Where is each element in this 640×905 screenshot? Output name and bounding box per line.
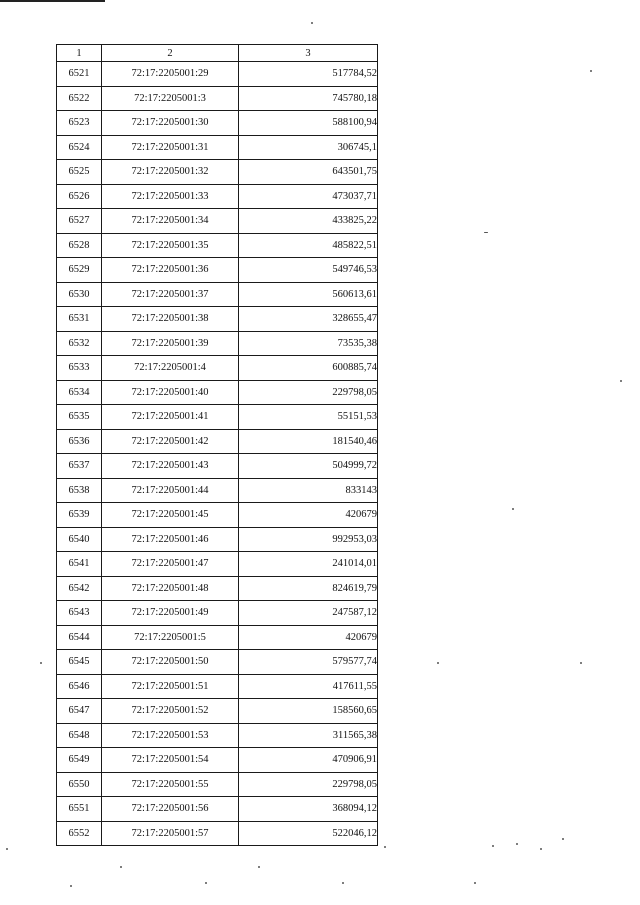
row-number-cell: 6543 — [57, 601, 102, 626]
cadastral-value-cell: 643501,75 — [239, 160, 378, 185]
column-header-number: 1 — [57, 45, 102, 62]
table-row — [57, 356, 378, 381]
row-number-cell: 6522 — [57, 86, 102, 111]
row-number-cell: 6551 — [57, 797, 102, 822]
cadastral-value-cell: 229798,05 — [239, 772, 378, 797]
table-row — [57, 331, 378, 356]
row-number-cell: 6545 — [57, 650, 102, 675]
cadastral-value-cell: 311565,38 — [239, 723, 378, 748]
cadastral-number-cell: 72:17:2205001:40 — [102, 380, 239, 405]
cadastral-number-cell: 72:17:2205001:37 — [102, 282, 239, 307]
cadastral-number-cell: 72:17:2205001:54 — [102, 748, 239, 773]
row-number-cell: 6549 — [57, 748, 102, 773]
table-row — [57, 650, 378, 675]
cadastral-value-cell: 328655,47 — [239, 307, 378, 332]
cadastral-value-cell: 560613,61 — [239, 282, 378, 307]
cadastral-value-cell: 600885,74 — [239, 356, 378, 381]
table-row — [57, 405, 378, 430]
scan-speck — [70, 885, 72, 887]
row-number-cell: 6532 — [57, 331, 102, 356]
cadastral-value-cell: 588100,94 — [239, 111, 378, 136]
cadastral-value-cell: 433825,22 — [239, 209, 378, 234]
cadastral-number-cell: 72:17:2205001:36 — [102, 258, 239, 283]
table-row — [57, 135, 378, 160]
table-row — [57, 674, 378, 699]
row-number-cell: 6547 — [57, 699, 102, 724]
table-row — [57, 797, 378, 822]
cadastral-number-cell: 72:17:2205001:4 — [102, 356, 239, 381]
scan-speck — [474, 882, 476, 884]
row-number-cell: 6546 — [57, 674, 102, 699]
table-row — [57, 601, 378, 626]
scan-speck — [512, 508, 514, 510]
table-row — [57, 454, 378, 479]
scan-speck — [120, 866, 122, 868]
cadastral-number-cell: 72:17:2205001:31 — [102, 135, 239, 160]
table-row — [57, 699, 378, 724]
scan-speck — [6, 848, 8, 850]
table-row — [57, 429, 378, 454]
cadastral-number-cell: 72:17:2205001:48 — [102, 576, 239, 601]
cadastral-value-cell: 368094,12 — [239, 797, 378, 822]
cadastral-number-cell: 72:17:2205001:34 — [102, 209, 239, 234]
cadastral-value-cell: 470906,91 — [239, 748, 378, 773]
table-row — [57, 772, 378, 797]
cadastral-value-cell: 241014,01 — [239, 552, 378, 577]
scan-speck — [258, 866, 260, 868]
cadastral-number-cell: 72:17:2205001:39 — [102, 331, 239, 356]
row-number-cell: 6535 — [57, 405, 102, 430]
scan-speck — [437, 662, 439, 664]
table-row — [57, 625, 378, 650]
scan-speck — [562, 838, 564, 840]
row-number-cell: 6533 — [57, 356, 102, 381]
table-row — [57, 209, 378, 234]
table-row — [57, 282, 378, 307]
cadastral-value-table — [56, 44, 378, 846]
header-row — [57, 45, 378, 62]
scan-speck — [311, 22, 313, 24]
cadastral-value-cell: 517784,52 — [239, 62, 378, 87]
cadastral-value-cell: 485822,51 — [239, 233, 378, 258]
table-row — [57, 380, 378, 405]
cadastral-value-cell: 73535,38 — [239, 331, 378, 356]
table-row — [57, 160, 378, 185]
cadastral-number-cell: 72:17:2205001:47 — [102, 552, 239, 577]
row-number-cell: 6544 — [57, 625, 102, 650]
row-number-cell: 6523 — [57, 111, 102, 136]
cadastral-value-cell: 549746,53 — [239, 258, 378, 283]
column-header-value: 3 — [239, 45, 378, 62]
row-number-cell: 6539 — [57, 503, 102, 528]
table-row — [57, 723, 378, 748]
table-row — [57, 527, 378, 552]
cadastral-number-cell: 72:17:2205001:33 — [102, 184, 239, 209]
table-row — [57, 62, 378, 87]
cadastral-value-cell: 824619,79 — [239, 576, 378, 601]
cadastral-number-cell: 72:17:2205001:3 — [102, 86, 239, 111]
table-row — [57, 111, 378, 136]
cadastral-number-cell: 72:17:2205001:42 — [102, 429, 239, 454]
scan-speck — [540, 848, 542, 850]
scan-speck — [205, 882, 207, 884]
scan-speck — [516, 843, 518, 845]
row-number-cell: 6540 — [57, 527, 102, 552]
cadastral-number-cell: 72:17:2205001:51 — [102, 674, 239, 699]
table-row — [57, 576, 378, 601]
row-number-cell: 6524 — [57, 135, 102, 160]
scan-speck — [580, 662, 582, 664]
cadastral-value-cell: 420679 — [239, 503, 378, 528]
cadastral-value-cell: 420679 — [239, 625, 378, 650]
cadastral-number-cell: 72:17:2205001:56 — [102, 797, 239, 822]
cadastral-number-cell: 72:17:2205001:49 — [102, 601, 239, 626]
cadastral-value-cell: 181540,46 — [239, 429, 378, 454]
cadastral-number-cell: 72:17:2205001:44 — [102, 478, 239, 503]
row-number-cell: 6552 — [57, 821, 102, 846]
scan-speck — [590, 70, 592, 72]
table-row — [57, 184, 378, 209]
row-number-cell: 6534 — [57, 380, 102, 405]
cadastral-number-cell: 72:17:2205001:55 — [102, 772, 239, 797]
cadastral-value-cell: 55151,53 — [239, 405, 378, 430]
cadastral-number-cell: 72:17:2205001:53 — [102, 723, 239, 748]
cadastral-number-cell: 72:17:2205001:43 — [102, 454, 239, 479]
row-number-cell: 6541 — [57, 552, 102, 577]
row-number-cell: 6525 — [57, 160, 102, 185]
row-number-cell: 6521 — [57, 62, 102, 87]
table-row — [57, 552, 378, 577]
cadastral-value-cell: 247587,12 — [239, 601, 378, 626]
row-number-cell: 6548 — [57, 723, 102, 748]
row-number-cell: 6536 — [57, 429, 102, 454]
cadastral-value-cell: 504999,72 — [239, 454, 378, 479]
cadastral-value-cell: 833143 — [239, 478, 378, 503]
scan-speck — [492, 845, 494, 847]
cadastral-value-cell: 229798,05 — [239, 380, 378, 405]
table-row — [57, 503, 378, 528]
table-row — [57, 748, 378, 773]
row-number-cell: 6530 — [57, 282, 102, 307]
scan-speck — [384, 846, 386, 848]
cadastral-number-cell: 72:17:2205001:45 — [102, 503, 239, 528]
scan-speck — [40, 662, 42, 664]
cadastral-number-cell: 72:17:2205001:5 — [102, 625, 239, 650]
scan-speck — [620, 380, 622, 382]
cadastral-number-cell: 72:17:2205001:50 — [102, 650, 239, 675]
scan-speck — [342, 882, 344, 884]
cadastral-number-cell: 72:17:2205001:38 — [102, 307, 239, 332]
cadastral-number-cell: 72:17:2205001:29 — [102, 62, 239, 87]
cadastral-value-cell: 158560,65 — [239, 699, 378, 724]
row-number-cell: 6550 — [57, 772, 102, 797]
table-row — [57, 821, 378, 846]
table-row — [57, 258, 378, 283]
cadastral-value-cell: 417611,55 — [239, 674, 378, 699]
row-number-cell: 6531 — [57, 307, 102, 332]
row-number-cell: 6542 — [57, 576, 102, 601]
cadastral-value-cell: 522046,12 — [239, 821, 378, 846]
cadastral-value-cell: 306745,1 — [239, 135, 378, 160]
table-row — [57, 478, 378, 503]
cadastral-number-cell: 72:17:2205001:41 — [102, 405, 239, 430]
cadastral-value-cell: 473037,71 — [239, 184, 378, 209]
top-edge-rule — [0, 0, 105, 2]
row-number-cell: 6538 — [57, 478, 102, 503]
scan-speck — [484, 232, 488, 233]
row-number-cell: 6537 — [57, 454, 102, 479]
row-number-cell: 6528 — [57, 233, 102, 258]
row-number-cell: 6529 — [57, 258, 102, 283]
cadastral-value-cell: 992953,03 — [239, 527, 378, 552]
table-row — [57, 307, 378, 332]
cadastral-value-cell: 579577,74 — [239, 650, 378, 675]
cadastral-number-cell: 72:17:2205001:57 — [102, 821, 239, 846]
cadastral-number-cell: 72:17:2205001:32 — [102, 160, 239, 185]
cadastral-number-cell: 72:17:2205001:46 — [102, 527, 239, 552]
cadastral-number-cell: 72:17:2205001:52 — [102, 699, 239, 724]
table-row — [57, 233, 378, 258]
cadastral-value-cell: 745780,18 — [239, 86, 378, 111]
row-number-cell: 6526 — [57, 184, 102, 209]
table-row — [57, 86, 378, 111]
row-number-cell: 6527 — [57, 209, 102, 234]
column-header-cadastral: 2 — [102, 45, 239, 62]
cadastral-number-cell: 72:17:2205001:35 — [102, 233, 239, 258]
cadastral-number-cell: 72:17:2205001:30 — [102, 111, 239, 136]
